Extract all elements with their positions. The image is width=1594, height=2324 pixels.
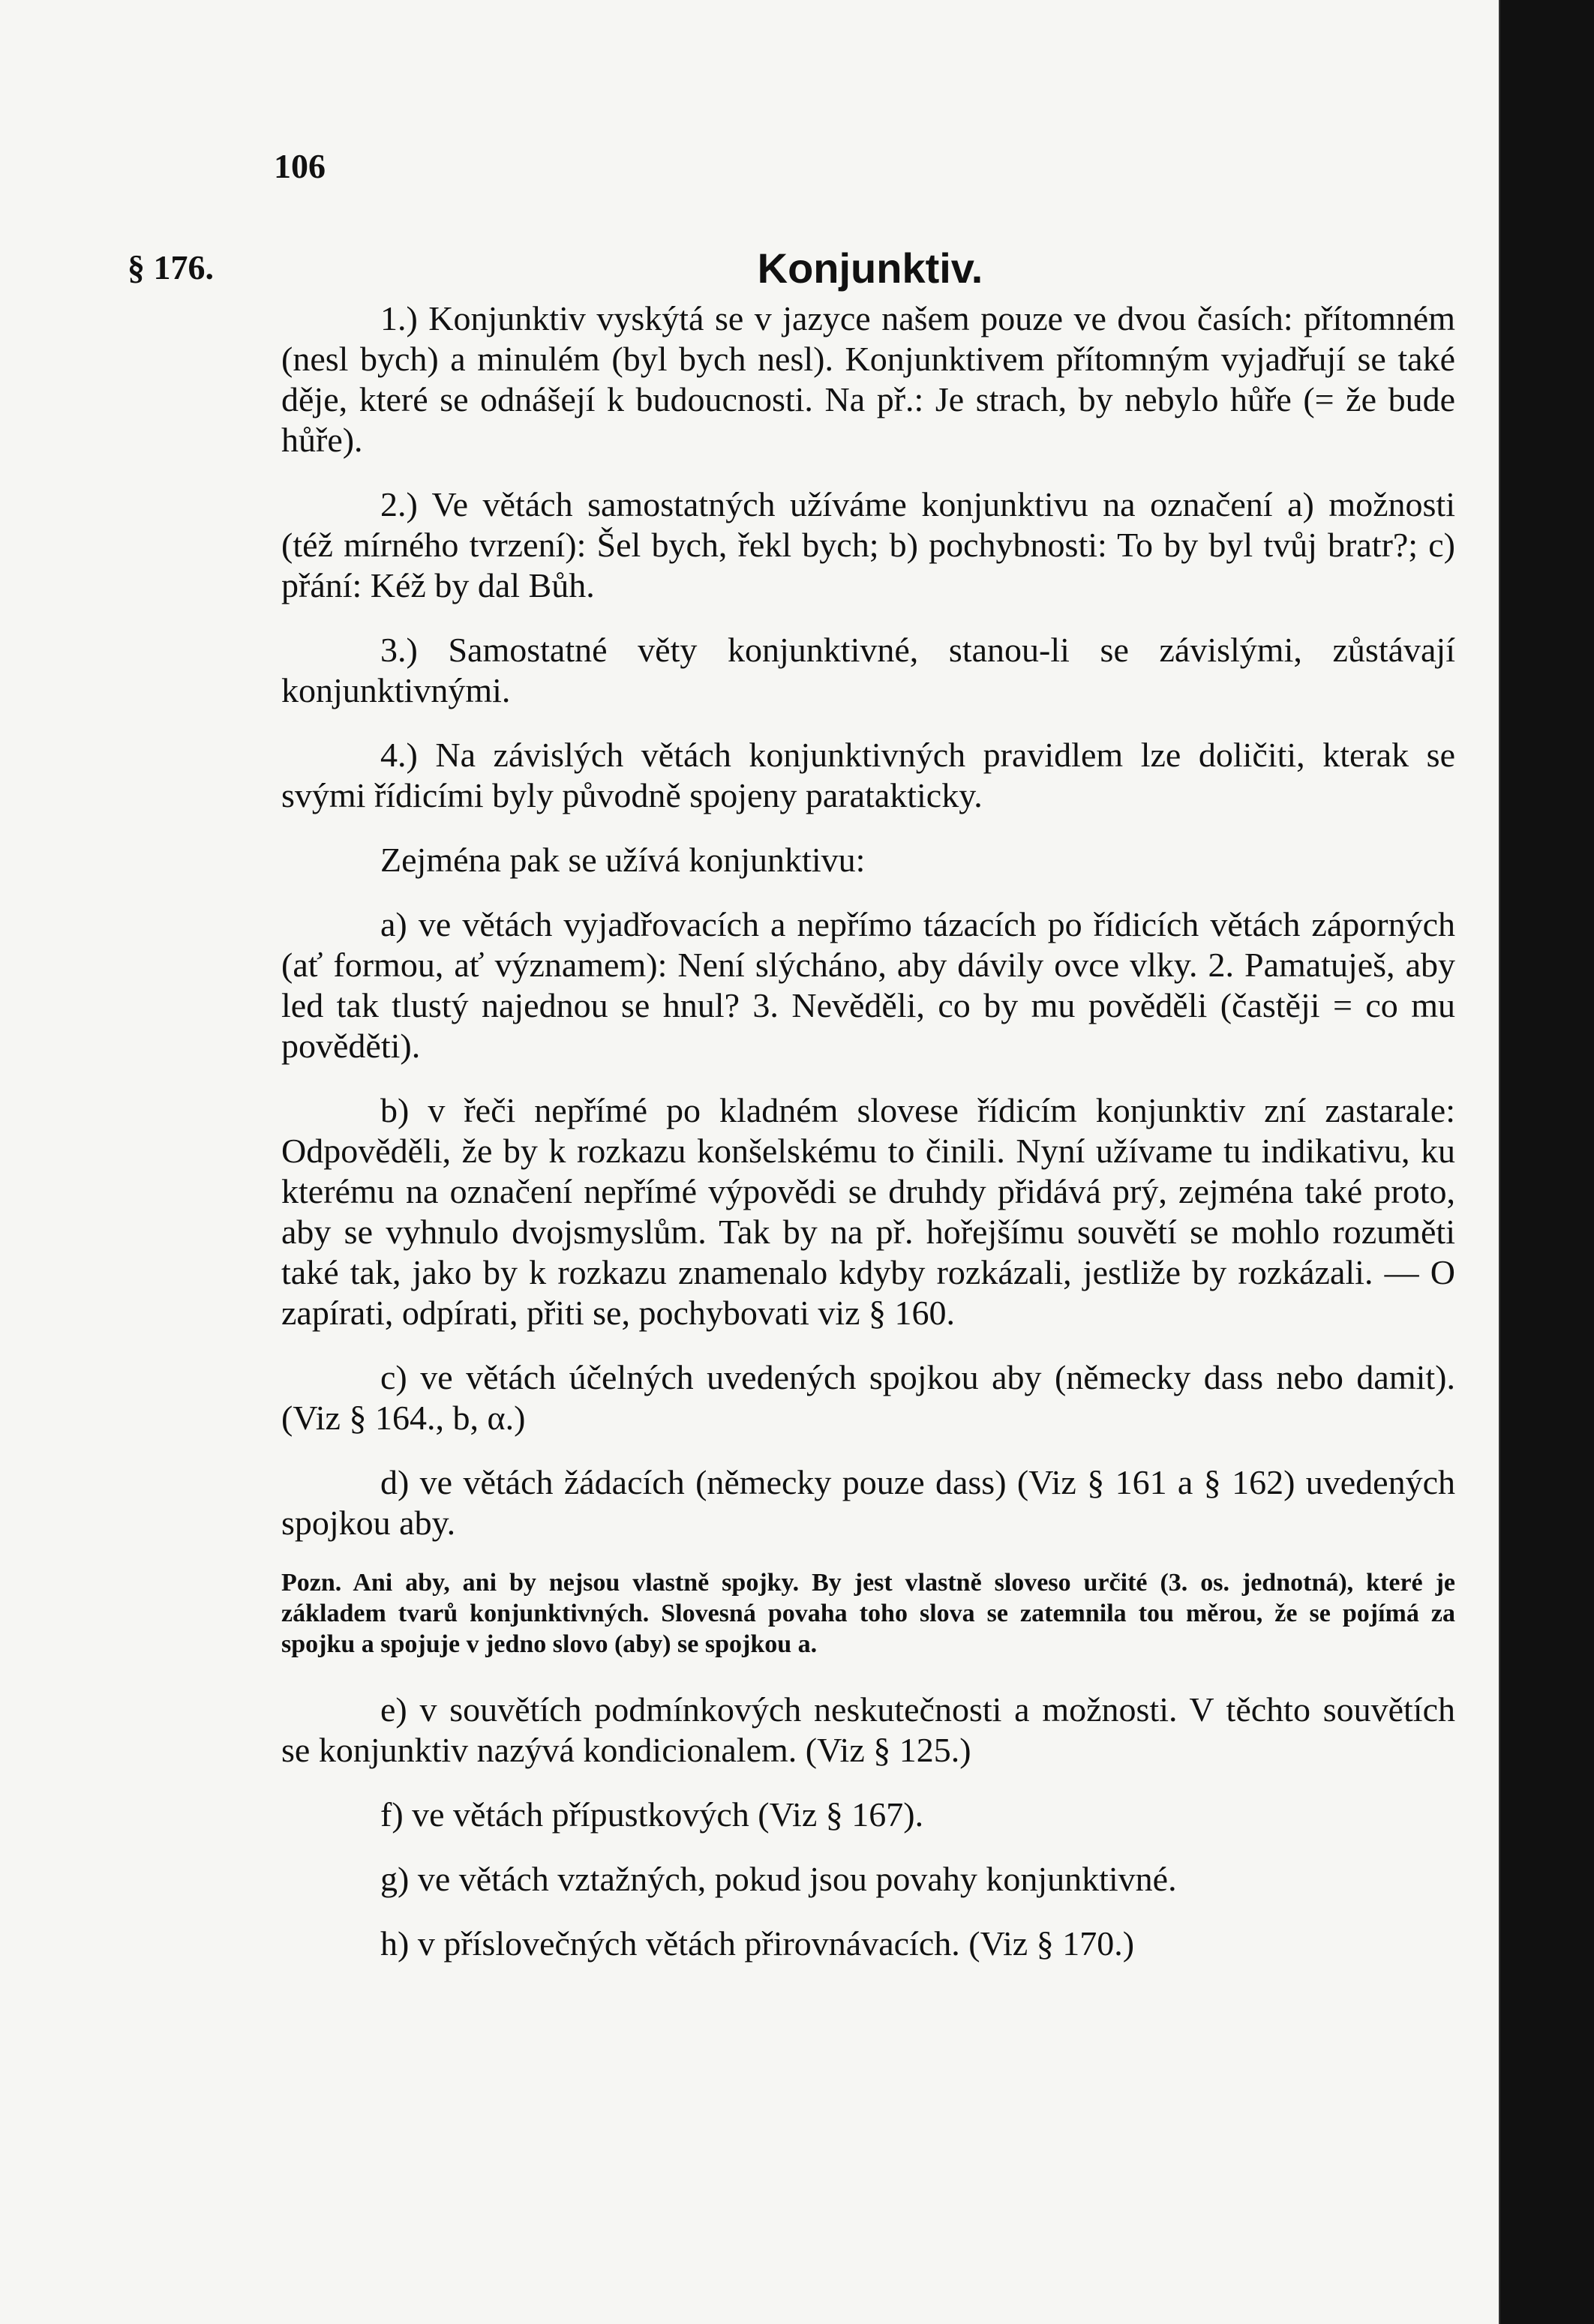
paragraph-e: e) v souvětích podmínkových neskutečnosti a možnosti. V těchto souvětích se konjunktiv nazývá kondicionalem. (Viz § 125.) [281, 1690, 1455, 1769]
paragraph-f: f) ve větách přípustkových (Viz § 167). [380, 1795, 924, 1834]
paragraph-1: 1.) Konjunktiv vyskýtá se v jazyce našem pouze ve dvou časích: přítomném (nesl bych) a minulém (byl bych nesl). Konjunktivem přítomným vyjadřují se také děje, které se odnášejí k budoucnosti. Na př.: Je strach, by nebylo hůře (= že bude hůře). [281, 299, 1455, 459]
section-number: § 176. [128, 248, 214, 286]
paragraph-5: Zejména pak se užívá konjunktivu: [380, 841, 866, 879]
paragraph-b: b) v řeči nepřímé po kladném slovese řídicím konjunktiv zní zastarale: Odpověděli, že by k rozkazu konšelskému to činili. Nyní užívame tu indikativu, ku kterému na označení nepřímé výpovědi se druhdy přidává prý, zejména také proto, aby se vyhnulo dvojsmyslům. Tak by na př. hořejšímu souvětí se mohlo rozuměti také tak, jako by k rozkazu znamenalo kdyby rozkázali, jestliže by rozkázali. — O zapírati, odpírati, přiti se, pochybovati viz § 160. [281, 1091, 1455, 1332]
paragraph-4: 4.) Na závislých větách konjunktivných pravidlem lze doličiti, kterak se svými řídicími byly původně spojeny paratakticky. [281, 736, 1455, 814]
paragraph-d: d) ve větách žádacích (německy pouze dass) (Viz § 161 a § 162) uvedených spojkou aby. [281, 1463, 1455, 1542]
page-title: Konjunktiv. [757, 244, 983, 292]
paragraph-3: 3.) Samostatné věty konjunktivné, stanou-li se závislými, zůstávají konjunktivnými. [281, 631, 1455, 709]
page-number: 106 [274, 147, 326, 185]
paragraph-c: c) ve větách účelných uvedených spojkou aby (německy dass nebo damit). (Viz § 164., b, α.) [281, 1358, 1455, 1437]
paragraph-2: 2.) Ve větách samostatných užíváme konjunktivu na označení a) možnosti (též mírného tvrzení): Šel bych, řekl bych; b) pochybnosti: To by byl tvůj bratr?; c) přání: Kéž by dal Bůh. [281, 485, 1455, 604]
paragraph-h: h) v příslovečných větách přirovnávacích. (Viz § 170.) [380, 1924, 1135, 1963]
body-text [281, 298, 1455, 1988]
paragraph-g: g) ve větách vztažných, pokud jsou povahy konjunktivné. [380, 1860, 1177, 1898]
paragraph-a: a) ve větách vyjadřovacích a nepřímo tázacích po řídicích větách záporných (ať formou, ať významem): Není slýcháno, aby dávily ovce vlky. 2. Pamatuješ, aby led tak tlustý najednou se hnul? 3. Nevěděli, co by mu pověděli (častěji = co mu pověděti). [281, 905, 1455, 1065]
note: Pozn. Ani aby, ani by nejsou vlastně spojky. By jest vlastně sloveso určité (3. os. jednotná), které je základem tvarů konjunktivných. Slovesná povaha toho slova se zatemnila tou měrou, že se pojímá za spojku a spojuje v jedno slovo (aby) se spojkou a. [281, 1569, 1455, 1658]
